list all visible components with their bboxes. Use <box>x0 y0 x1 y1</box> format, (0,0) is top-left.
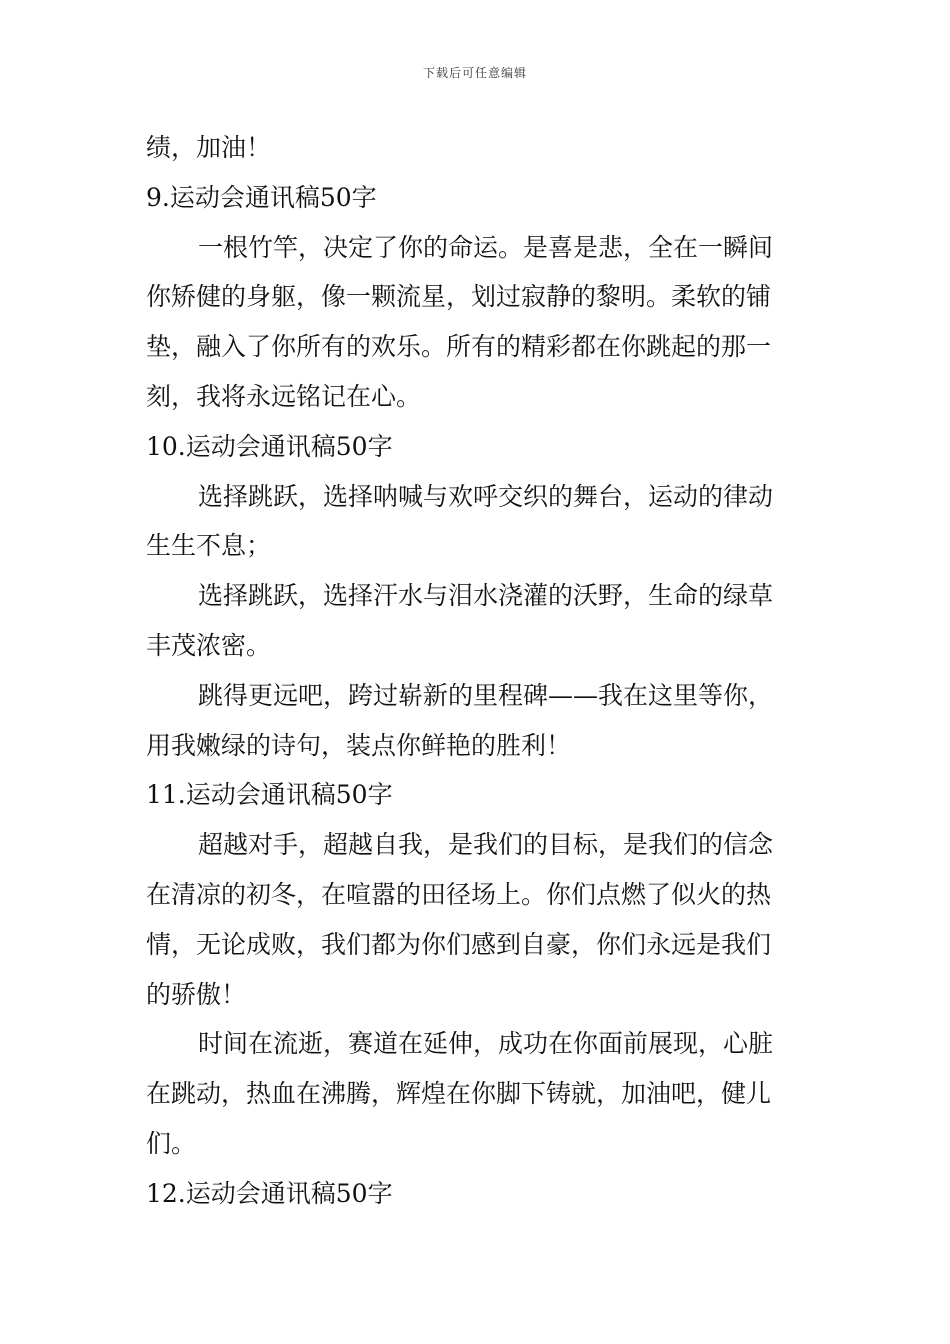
text-line: 跳得更远吧，跨过崭新的里程碑——我在这里等你， <box>198 680 774 710</box>
text-line: 一根竹竿，决定了你的命运。是喜是悲，全在一瞬间 <box>198 232 774 262</box>
text-line: 丰茂浓密。 <box>146 630 272 660</box>
section-heading: 9.运动会通讯稿50字 <box>146 182 377 212</box>
text-line: 们。 <box>146 1128 197 1158</box>
text-line: 选择跳跃，选择呐喊与欢呼交织的舞台，运动的律动 <box>198 481 774 511</box>
document-body <box>146 123 808 1219</box>
text-line: 在清凉的初冬，在喧嚣的田径场上。你们点燃了似火的热 <box>146 879 772 909</box>
text-line: 在跳动，热血在沸腾，辉煌在你脚下铸就，加油吧，健儿 <box>146 1079 772 1109</box>
text-line: 情，无论成败，我们都为你们感到自豪，你们永远是我们 <box>146 929 772 959</box>
text-line: 用我嫩绿的诗句，装点你鲜艳的胜利！ <box>146 730 572 760</box>
text-line: 的骄傲！ <box>146 979 247 1009</box>
page-header: 下载后可任意编辑 <box>422 66 527 80</box>
text-line: 绩，加油！ <box>146 133 272 162</box>
text-line: 超越对手，超越自我，是我们的目标，是我们的信念 <box>198 830 774 860</box>
text-line: 选择跳跃，选择汗水与泪水浇灌的沃野，生命的绿草 <box>198 581 774 611</box>
text-line: 垫，融入了你所有的欢乐。所有的精彩都在你跳起的那一 <box>146 332 772 362</box>
text-line: 时间在流逝，赛道在延伸，成功在你面前展现，心脏 <box>198 1029 774 1059</box>
section-heading: 11.运动会通讯稿50字 <box>146 780 393 810</box>
section-heading: 10.运动会通讯稿50字 <box>146 431 393 461</box>
section-heading: 12.运动会通讯稿50字 <box>146 1178 393 1208</box>
text-line: 刻，我将永远铭记在心。 <box>146 381 422 411</box>
text-line: 你矫健的身躯，像一颗流星，划过寂静的黎明。柔软的铺 <box>146 282 772 312</box>
text-line: 生生不息； <box>146 531 272 561</box>
